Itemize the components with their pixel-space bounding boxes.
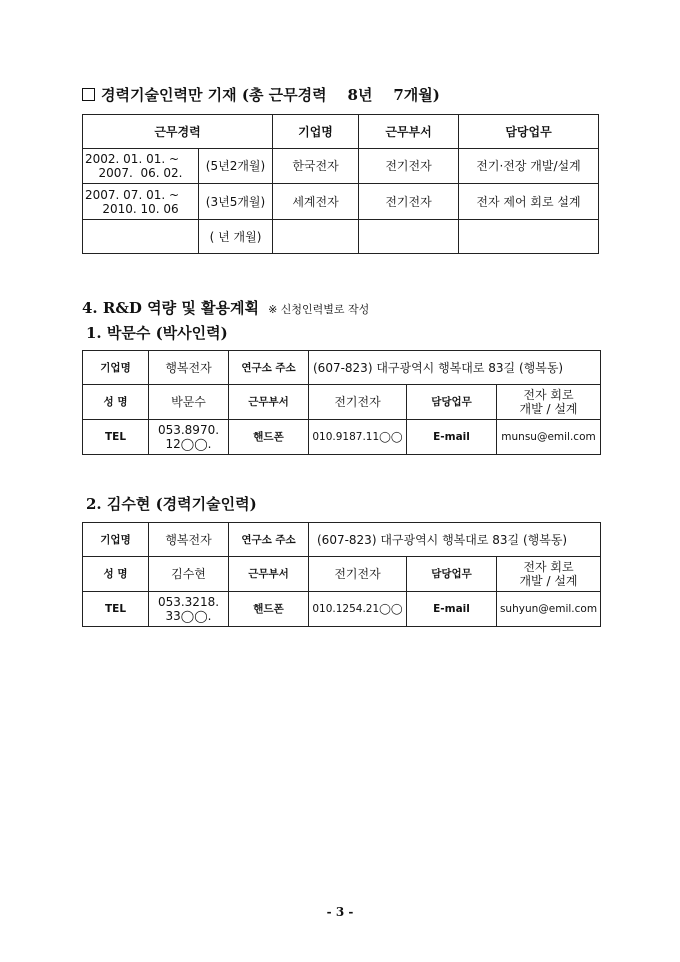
name-value: 박문수	[149, 385, 229, 420]
rd-heading: 4. R&D 역량 및 활용계획 ※ 신청인력별로 작성	[82, 299, 370, 317]
duty-cell	[459, 220, 599, 254]
period-cell: 2007. 07. 01. ~ 2010. 10. 06	[83, 184, 199, 220]
duration-cell: ( 년 개월)	[199, 220, 273, 254]
name-label: 성 명	[83, 385, 149, 420]
tel-label: TEL	[83, 592, 149, 627]
duration-cell: (3년5개월)	[199, 184, 273, 220]
header-department: 근무부서	[359, 115, 459, 149]
table-row	[83, 557, 601, 592]
person-heading: 2. 김수현 (경력기술인력)	[86, 495, 257, 513]
department-label: 근무부서	[229, 385, 309, 420]
company-cell: 한국전자	[273, 149, 359, 184]
period-cell: 2002. 01. 01. ~ 2007. 06. 02.	[83, 149, 199, 184]
mobile-label: 핸드폰	[229, 592, 309, 627]
department-cell: 전기전자	[359, 149, 459, 184]
lab-address-label: 연구소 주소	[229, 351, 309, 385]
tel-value: 053.8970. 12◯◯.	[149, 420, 229, 455]
table-row	[83, 523, 601, 557]
email-value: munsu@emil.com	[497, 420, 601, 455]
checkbox-icon	[82, 88, 95, 101]
company-label: 기업명	[83, 351, 149, 385]
header-duty: 담당업무	[459, 115, 599, 149]
table-row	[83, 385, 601, 420]
table-row	[83, 149, 599, 184]
duty-value: 전자 회로 개발 / 설계	[497, 385, 601, 420]
duty-label: 담당업무	[407, 557, 497, 592]
tel-value: 053.3218. 33◯◯.	[149, 592, 229, 627]
department-label: 근무부서	[229, 557, 309, 592]
table-row	[83, 420, 601, 455]
duty-cell: 전자 제어 회로 설계	[459, 184, 599, 220]
department-cell	[359, 220, 459, 254]
mobile-value: 010.1254.21◯◯	[309, 592, 407, 627]
duty-value: 전자 회로 개발 / 설계	[497, 557, 601, 592]
department-cell: 전기전자	[359, 184, 459, 220]
person-table	[82, 522, 601, 627]
career-table	[82, 114, 599, 254]
rd-note: ※ 신청인력별로 작성	[268, 303, 370, 316]
email-label: E-mail	[407, 592, 497, 627]
department-value: 전기전자	[309, 557, 407, 592]
company-value: 행복전자	[149, 351, 229, 385]
tel-label: TEL	[83, 420, 149, 455]
department-value: 전기전자	[309, 385, 407, 420]
table-row	[83, 592, 601, 627]
address-value: (607-823) 대구광역시 행복대로 83길 (행복동)	[309, 523, 601, 557]
table-header-row	[83, 115, 599, 149]
duty-cell: 전기·전장 개발/설계	[459, 149, 599, 184]
period-cell	[83, 220, 199, 254]
person-heading: 1. 박문수 (박사인력)	[86, 324, 228, 342]
header-company: 기업명	[273, 115, 359, 149]
table-row	[83, 184, 599, 220]
duty-label: 담당업무	[407, 385, 497, 420]
duration-cell: (5년2개월)	[199, 149, 273, 184]
company-cell: 세계전자	[273, 184, 359, 220]
header-career: 근무경력	[83, 115, 273, 149]
mobile-label: 핸드폰	[229, 420, 309, 455]
company-label: 기업명	[83, 523, 149, 557]
company-cell	[273, 220, 359, 254]
page-number: - 3 -	[326, 905, 354, 919]
lab-address-label: 연구소 주소	[229, 523, 309, 557]
table-row	[83, 220, 599, 254]
name-value: 김수현	[149, 557, 229, 592]
mobile-value: 010.9187.11◯◯	[309, 420, 407, 455]
name-label: 성 명	[83, 557, 149, 592]
email-value: suhyun@emil.com	[497, 592, 601, 627]
email-label: E-mail	[407, 420, 497, 455]
career-heading: 경력기술인력만 기재 (총 근무경력 8년 7개월)	[82, 84, 440, 105]
table-row	[83, 351, 601, 385]
company-value: 행복전자	[149, 523, 229, 557]
address-value: (607-823) 대구광역시 행복대로 83길 (행복동)	[309, 351, 601, 385]
person-table	[82, 350, 601, 455]
